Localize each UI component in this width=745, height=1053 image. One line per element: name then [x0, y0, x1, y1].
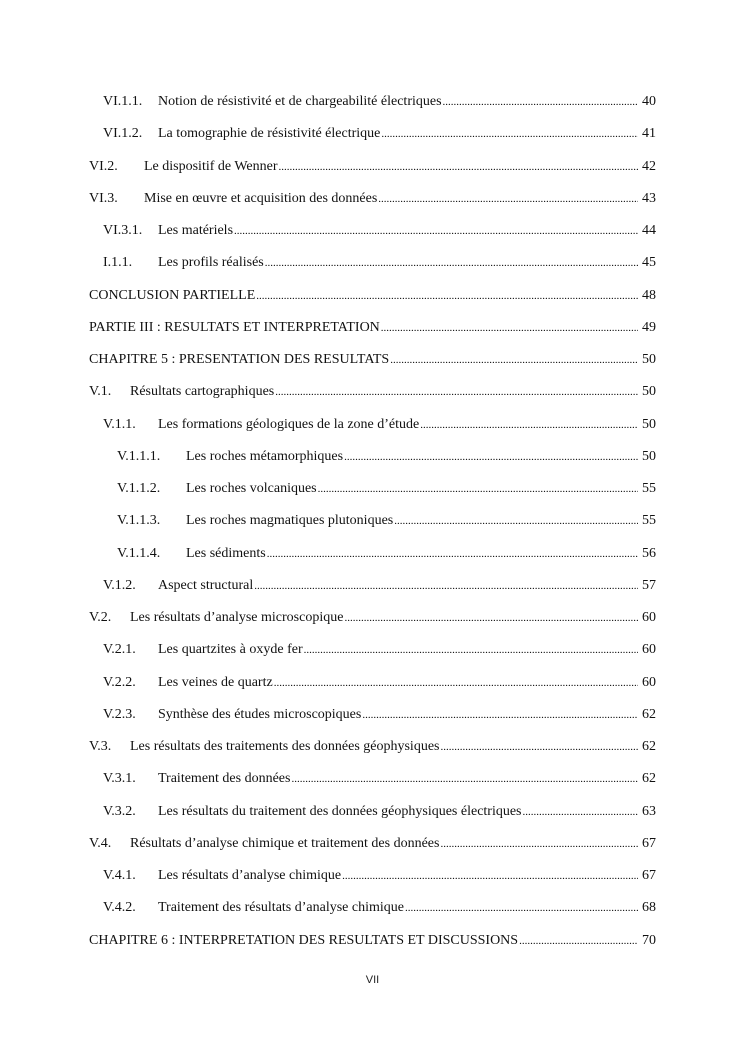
- toc-dot-leader: [440, 833, 638, 855]
- toc-entry-title: Les roches métamorphiques: [186, 448, 344, 464]
- toc-entry-page: 55: [642, 513, 656, 529]
- toc-entry-number: VI.1.1.: [103, 94, 143, 110]
- toc-dot-leader: [291, 768, 638, 790]
- toc-entry[interactable]: [89, 215, 656, 247]
- toc-entry-number: V.4.: [89, 835, 112, 851]
- toc-dot-leader: [344, 607, 638, 629]
- toc-entry-title: Les formations géologiques de la zone d’étude: [158, 416, 420, 432]
- toc-entry-title: Résultats cartographiques: [130, 384, 275, 400]
- toc-dot-leader: [443, 91, 638, 113]
- toc-entry-page: 68: [642, 900, 656, 916]
- toc-entry-page: 60: [642, 610, 656, 626]
- toc-entry-title: Résultats d’analyse chimique et traitement des données: [130, 835, 440, 851]
- toc-entry-page: 67: [642, 868, 656, 884]
- toc-entry-page: 44: [642, 223, 656, 239]
- toc-entry[interactable]: [89, 731, 656, 763]
- toc-entry[interactable]: [89, 376, 656, 408]
- toc-entry[interactable]: [89, 473, 656, 505]
- toc-entry-page: 70: [642, 932, 656, 948]
- toc-entry-page: 60: [642, 642, 656, 658]
- toc-entry[interactable]: [89, 828, 656, 860]
- toc-entry-page: 63: [642, 803, 656, 819]
- toc-entry-title: Les résultats d’analyse microscopique: [130, 610, 344, 626]
- toc-entry-number: V.4.1.: [103, 868, 136, 884]
- toc-entry-number: V.2.2.: [103, 674, 136, 690]
- toc-entry-number: VI.3.1.: [103, 223, 143, 239]
- toc-dot-leader: [342, 865, 638, 887]
- toc-entry-page: 62: [642, 739, 656, 755]
- toc-dot-leader: [318, 478, 638, 500]
- toc-dot-leader: [381, 317, 638, 339]
- toc-entry-page: 41: [642, 126, 656, 142]
- toc-entry-title: Les roches volcaniques: [186, 481, 317, 497]
- toc-entry-title: Les veines de quartz: [158, 674, 273, 690]
- toc-entry-number: V.3.: [89, 739, 112, 755]
- toc-entry-title: CHAPITRE 5 : PRESENTATION DES RESULTATS: [89, 352, 390, 368]
- toc-dot-leader: [420, 414, 638, 436]
- toc-entry-number: V.1.1.2.: [117, 481, 161, 497]
- toc-entry-number: V.1.: [89, 384, 112, 400]
- toc-entry[interactable]: [89, 247, 656, 279]
- toc-entry[interactable]: [89, 280, 656, 312]
- toc-dot-leader: [256, 285, 638, 307]
- toc-entry-number: V.2.1.: [103, 642, 136, 658]
- toc-entry-page: 50: [642, 448, 656, 464]
- toc-entry-title: Les résultats du traitement des données géophysiques électriques: [158, 803, 522, 819]
- toc-entry[interactable]: [89, 538, 656, 570]
- table-of-contents: [89, 86, 656, 957]
- toc-dot-leader: [405, 897, 638, 919]
- toc-entry-page: 50: [642, 416, 656, 432]
- toc-entry[interactable]: [89, 312, 656, 344]
- toc-entry-title: Les profils réalisés: [158, 255, 264, 271]
- toc-entry-page: 40: [642, 94, 656, 110]
- toc-entry-page: 50: [642, 384, 656, 400]
- toc-entry-title: Synthèse des études microscopiques: [158, 706, 362, 722]
- toc-dot-leader: [344, 446, 638, 468]
- toc-entry-page: 48: [642, 287, 656, 303]
- toc-entry[interactable]: [89, 892, 656, 924]
- toc-entry[interactable]: [89, 151, 656, 183]
- toc-entry-page: 62: [642, 771, 656, 787]
- toc-entry-number: I.1.1.: [103, 255, 133, 271]
- toc-entry-title: Aspect structural: [158, 577, 254, 593]
- toc-dot-leader: [265, 252, 638, 274]
- toc-entry-number: V.3.1.: [103, 771, 136, 787]
- toc-entry-title: Traitement des résultats d’analyse chimique: [158, 900, 404, 916]
- toc-dot-leader: [394, 510, 638, 532]
- toc-entry[interactable]: [89, 860, 656, 892]
- toc-dot-leader: [234, 220, 638, 242]
- toc-entry-number: V.1.2.: [103, 577, 136, 593]
- toc-entry-number: VI.2.: [89, 158, 118, 174]
- toc-entry-number: V.1.1.4.: [117, 545, 161, 561]
- toc-entry[interactable]: [89, 344, 656, 376]
- toc-entry-page: 50: [642, 352, 656, 368]
- toc-entry[interactable]: [89, 441, 656, 473]
- toc-entry[interactable]: [89, 796, 656, 828]
- toc-entry-page: 42: [642, 158, 656, 174]
- toc-entry[interactable]: [89, 634, 656, 666]
- toc-dot-leader: [523, 801, 638, 823]
- toc-entry-number: V.1.1.3.: [117, 513, 161, 529]
- toc-entry-number: VI.3.: [89, 190, 118, 206]
- toc-entry-number: VI.1.2.: [103, 126, 143, 142]
- toc-entry[interactable]: [89, 925, 656, 957]
- toc-entry-number: V.1.1.: [103, 416, 136, 432]
- toc-entry[interactable]: [89, 699, 656, 731]
- toc-entry-page: 56: [642, 545, 656, 561]
- toc-entry-page: 57: [642, 577, 656, 593]
- toc-entry[interactable]: [89, 570, 656, 602]
- toc-entry[interactable]: [89, 118, 656, 150]
- toc-dot-leader: [304, 639, 638, 661]
- toc-entry-title: CONCLUSION PARTIELLE: [89, 287, 256, 303]
- toc-entry[interactable]: [89, 505, 656, 537]
- toc-entry-page: 45: [642, 255, 656, 271]
- toc-dot-leader: [274, 672, 638, 694]
- toc-entry-page: 43: [642, 190, 656, 206]
- toc-entry-title: Les matériels: [158, 223, 234, 239]
- toc-entry[interactable]: [89, 183, 656, 215]
- toc-entry[interactable]: [89, 602, 656, 634]
- toc-dot-leader: [519, 930, 638, 952]
- toc-dot-leader: [254, 575, 638, 597]
- page-number: VII: [365, 974, 380, 986]
- toc-entry-title: Mise en œuvre et acquisition des données: [144, 190, 378, 206]
- toc-entry-number: V.2.3.: [103, 706, 136, 722]
- toc-entry-title: Les résultats des traitements des données géophysiques: [130, 739, 440, 755]
- toc-entry[interactable]: [89, 667, 656, 699]
- toc-dot-leader: [390, 349, 638, 371]
- toc-entry-page: 62: [642, 706, 656, 722]
- toc-entry-title: PARTIE III : RESULTATS ET INTERPRETATION: [89, 319, 380, 335]
- toc-entry-page: 67: [642, 835, 656, 851]
- toc-entry-title: CHAPITRE 6 : INTERPRETATION DES RESULTATS ET DISCUSSIONS: [89, 932, 519, 948]
- toc-entry-title: Notion de résistivité et de chargeabilité électriques: [158, 94, 442, 110]
- toc-entry-number: V.3.2.: [103, 803, 136, 819]
- toc-entry-title: Les sédiments: [186, 545, 266, 561]
- toc-entry-number: V.1.1.1.: [117, 448, 161, 464]
- toc-entry-title: Les résultats d’analyse chimique: [158, 868, 342, 884]
- toc-dot-leader: [279, 156, 638, 178]
- toc-dot-leader: [440, 736, 638, 758]
- toc-dot-leader: [267, 543, 638, 565]
- toc-entry-title: Les quartzites à oxyde fer: [158, 642, 303, 658]
- toc-entry-number: V.4.2.: [103, 900, 136, 916]
- toc-entry-title: Le dispositif de Wenner: [144, 158, 278, 174]
- toc-entry-title: Les roches magmatiques plutoniques: [186, 513, 394, 529]
- toc-dot-leader: [378, 188, 638, 210]
- toc-dot-leader: [275, 381, 638, 403]
- toc-entry[interactable]: [89, 86, 656, 118]
- toc-entry-title: Traitement des données: [158, 771, 291, 787]
- toc-dot-leader: [381, 123, 638, 145]
- toc-entry-page: 60: [642, 674, 656, 690]
- toc-entry-page: 55: [642, 481, 656, 497]
- toc-entry[interactable]: [89, 409, 656, 441]
- toc-entry-page: 49: [642, 319, 656, 335]
- toc-entry-number: V.2.: [89, 610, 112, 626]
- toc-entry-title: La tomographie de résistivité électrique: [158, 126, 381, 142]
- toc-dot-leader: [362, 704, 638, 726]
- toc-entry[interactable]: [89, 763, 656, 795]
